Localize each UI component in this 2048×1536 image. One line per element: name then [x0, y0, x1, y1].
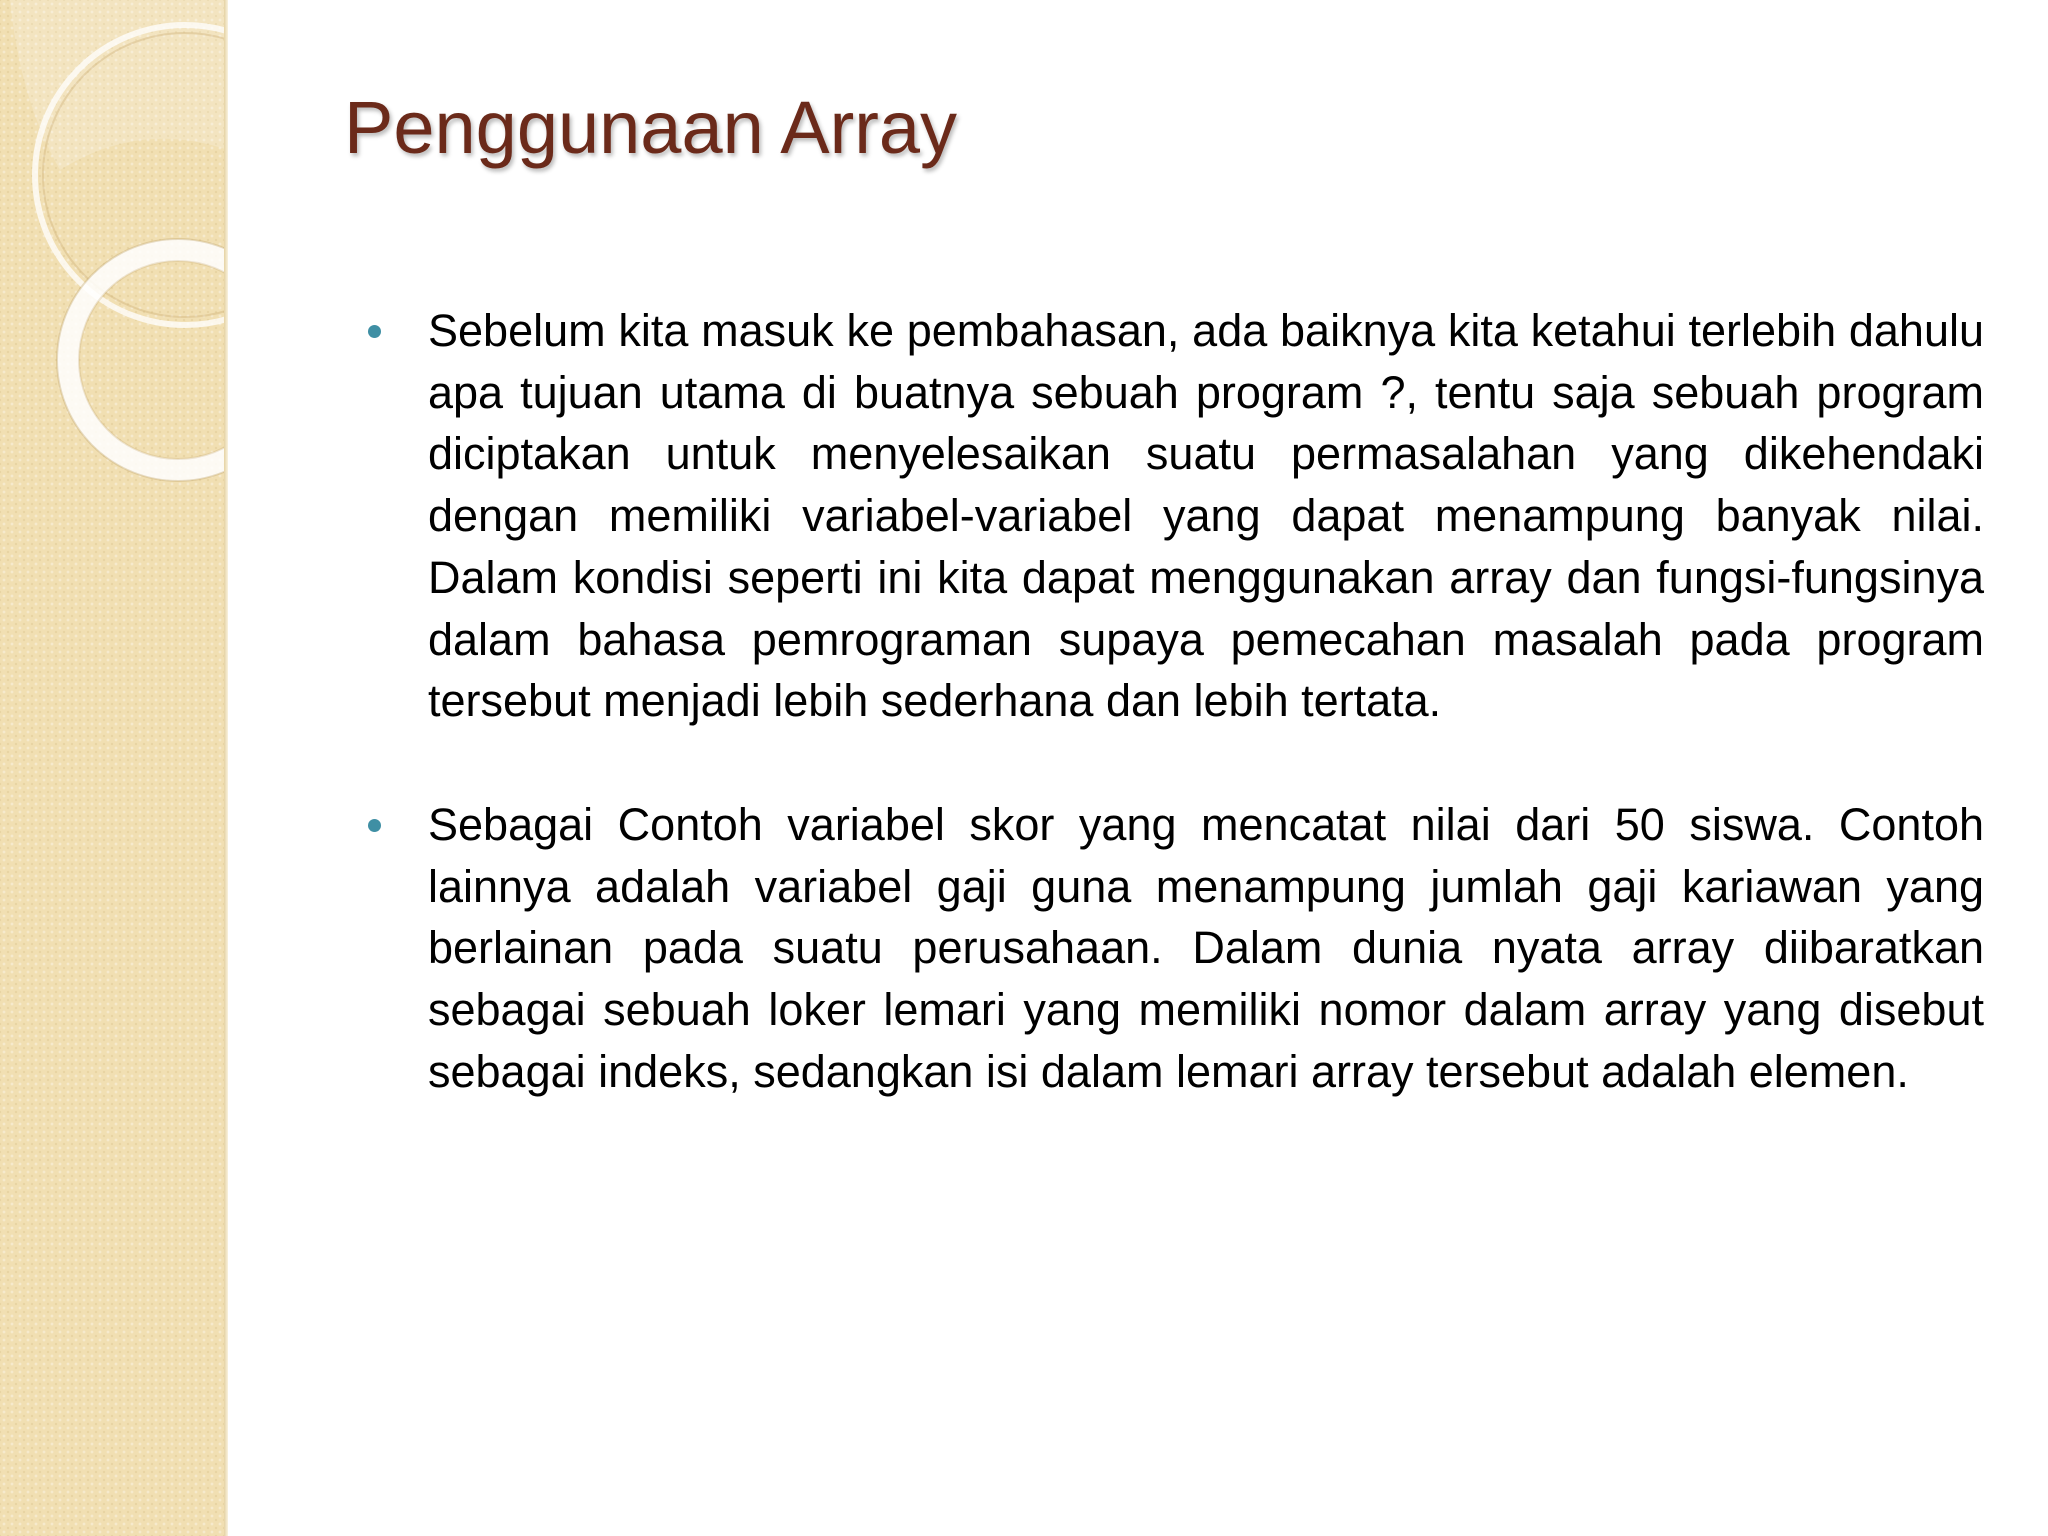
bullet-list: [362, 300, 1984, 1102]
bullet-text: Sebagai Contoh variabel skor yang mencatat nilai dari 50 siswa. Contoh lainnya adalah variabel gaji guna menampung jumlah gaji kariawan yang berlainan pada suatu perusahaan. Dalam dunia nyata array diibaratkan sebagai sebuah loker lemari yang memiliki nomor dalam array yang disebut sebagai indeks, sedangkan isi dalam lemari array tersebut adalah elemen.: [428, 798, 1984, 1097]
slide-title: Penggunaan Array: [344, 86, 958, 169]
bullet-dot-icon: [368, 819, 381, 832]
bullet-dot-icon: [368, 325, 381, 338]
bullet-item: [362, 794, 1984, 1103]
decorative-sidebar: [0, 0, 228, 1536]
bullet-item: [362, 300, 1984, 732]
small-ring: [68, 250, 228, 470]
decorative-rings: [0, 0, 228, 1536]
sidebar-edge: [224, 0, 228, 1536]
bullet-text: Sebelum kita masuk ke pembahasan, ada baiknya kita ketahui terlebih dahulu apa tujuan utama di buatnya sebuah program ?, tentu saja sebuah program diciptakan untuk menyelesaikan suatu permasalahan yang dikehendaki dengan memiliki variabel-variabel yang dapat menampung banyak nilai. Dalam kondisi seperti ini kita dapat menggunakan array dan fungsi-fungsinya dalam bahasa pemrograman supaya pemecahan masalah pada program tersebut menjadi lebih sederhana dan lebih tertata.: [428, 305, 1984, 727]
